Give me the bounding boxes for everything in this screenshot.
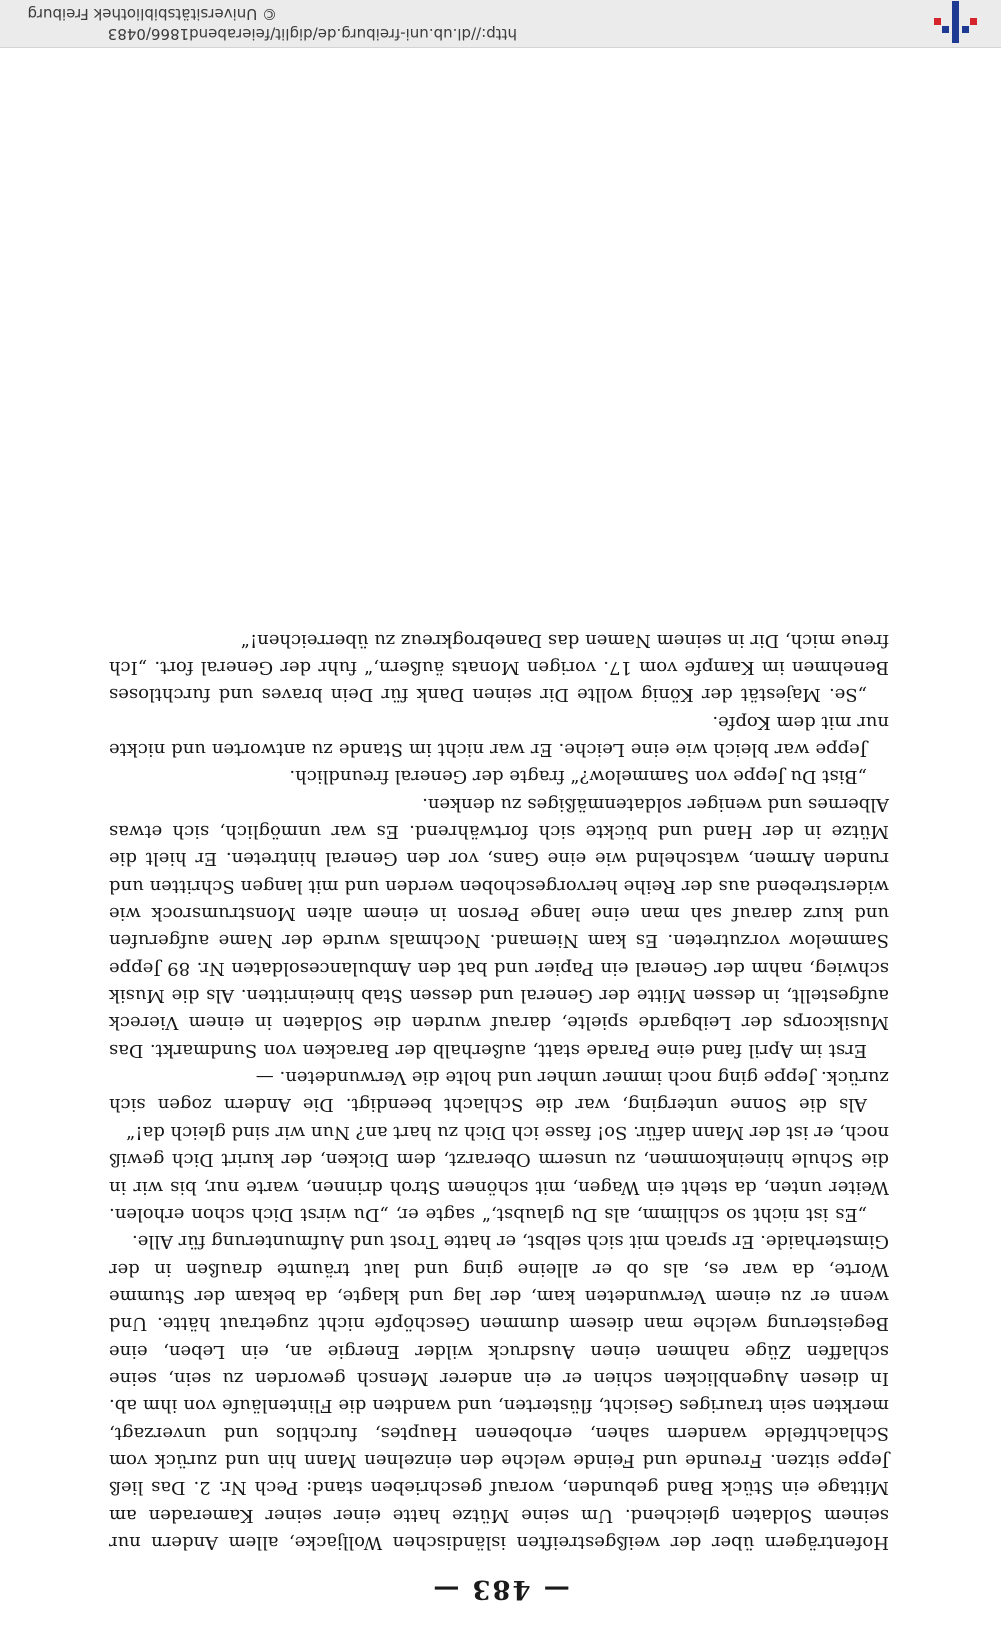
paragraph: Erst im April fand eine Parade statt, außerhalb der Baracken von Sundmarkt. Das Musikcorps der Leibgarde spielte, darauf wurden die Soldaten in einem Viereck aufgestellt, in dessen Mitte der General und dessen Stab hineinritten. Als die Musik schwieg, nahm der General ein Papier und bat den Ambulancesoldaten Nr. 89 Jeppe Sammelow vorzutreten. Es kam Niemand. Nochmals wurde der Name aufgerufen und kurz darauf sah man eine lange Person in einem alten Monstrumsrock wie widerstrebend aus der Reihe hervorgeschoben werden und mit langen Schritten und runden Armen, watschelnd wie eine Gans, vor den General hintreten. Er hielt die Mütze in der Hand und bückte sich fortwährend. Es war unmöglich, sich etwas Albernes und weniger soldatenmäßiges zu denken. <box>109 793 889 1061</box>
paragraph: Hofenträgern über der weißgestreiften isländischen Wolljacke, allem Andern nur seinem Soldaten gleichend. Um seine Mütze hatte einer seiner Kameraden am Mittage ein Stück Band gebunden, worauf geschrieben stand: Pech Nr. 2. Das ließ Jeppe sitzen. Freunde und Feinde welche den einzelnen Mann hin und zurück vom Schlachtfelde wandern sahen, erhobenen Hauptes, furchtlos und unverzagt, merkten sein trauriges Gesicht, flüsterten, und wandten die Flintenläufe von ihm ab. In diesen Augenblicken schien er ein anderer Mensch geworden zu sein, seine schlaffen Züge nahmen einen Ausdruck wilder Energie an, ein Leben, eine Begeisterung welche man diesem dummen Geschöpfe nicht zugetraut hätte. Und wenn er zu einem Verwundeten kam, der lag und klagte, da bekam der Stumme Worte, da war es, als ob er alleine ging und laut träumte draußen in der Gimsterhaide. Er sprach mit sich selbst, er hatte Trost und Aufmunterung für Alle. <box>109 1231 889 1553</box>
footer-bar <box>0 0 1001 48</box>
paragraph: Jeppe war bleich wie eine Leiche. Er war nicht im Stande zu antworten und nickte nur mit dem Kopfe. <box>109 711 889 761</box>
paragraph: „Bist Du Jeppe von Sammelow?“ fragte der General freundlich. <box>289 766 867 788</box>
page-number: — 483 — <box>431 1574 570 1604</box>
paragraph: „Se. Majestät der König wollte Dir seinen Dank für Dein braves und furchtloses Benehmen im Kampfe vom 17. vorigen Monats äußern,“ fuhr der General fort. „Ich freue mich, Dir in seinem Namen das Danebrogkreuz zu überreichen!“ <box>109 629 889 706</box>
ub-freiburg-logo-icon <box>933 0 979 45</box>
source-url-link[interactable]: http://dl.ub.uni-freiburg.de/diglit/feierabend1866/0483 <box>107 25 517 43</box>
copyright-text: © Universitätsbibliothek Freiburg <box>27 5 277 23</box>
paragraph: „Es ist nicht so schlimm, als Du glaubst,“ sagte er, „Du wirst Dich schon erholen. Weiter unten, da steht ein Wagen, mit schönem Stroh drinnen, warte nur, bis wir in die Schule hineinkommen, zu unserm Oberarzt, dem Dicken, der kurirt Dich gewiß noch, er ist der Mann dafür. So! fasse ich Dich zu hart an? Nun wir sind gleich da!“ <box>109 1121 889 1225</box>
paragraph: Als die Sonne unterging, war die Schlacht beendigt. Die Andern zogen sich zurück. Jeppe ging noch immer umher und holte die Verwundeten. — <box>109 1067 889 1116</box>
body-text <box>109 626 889 1556</box>
